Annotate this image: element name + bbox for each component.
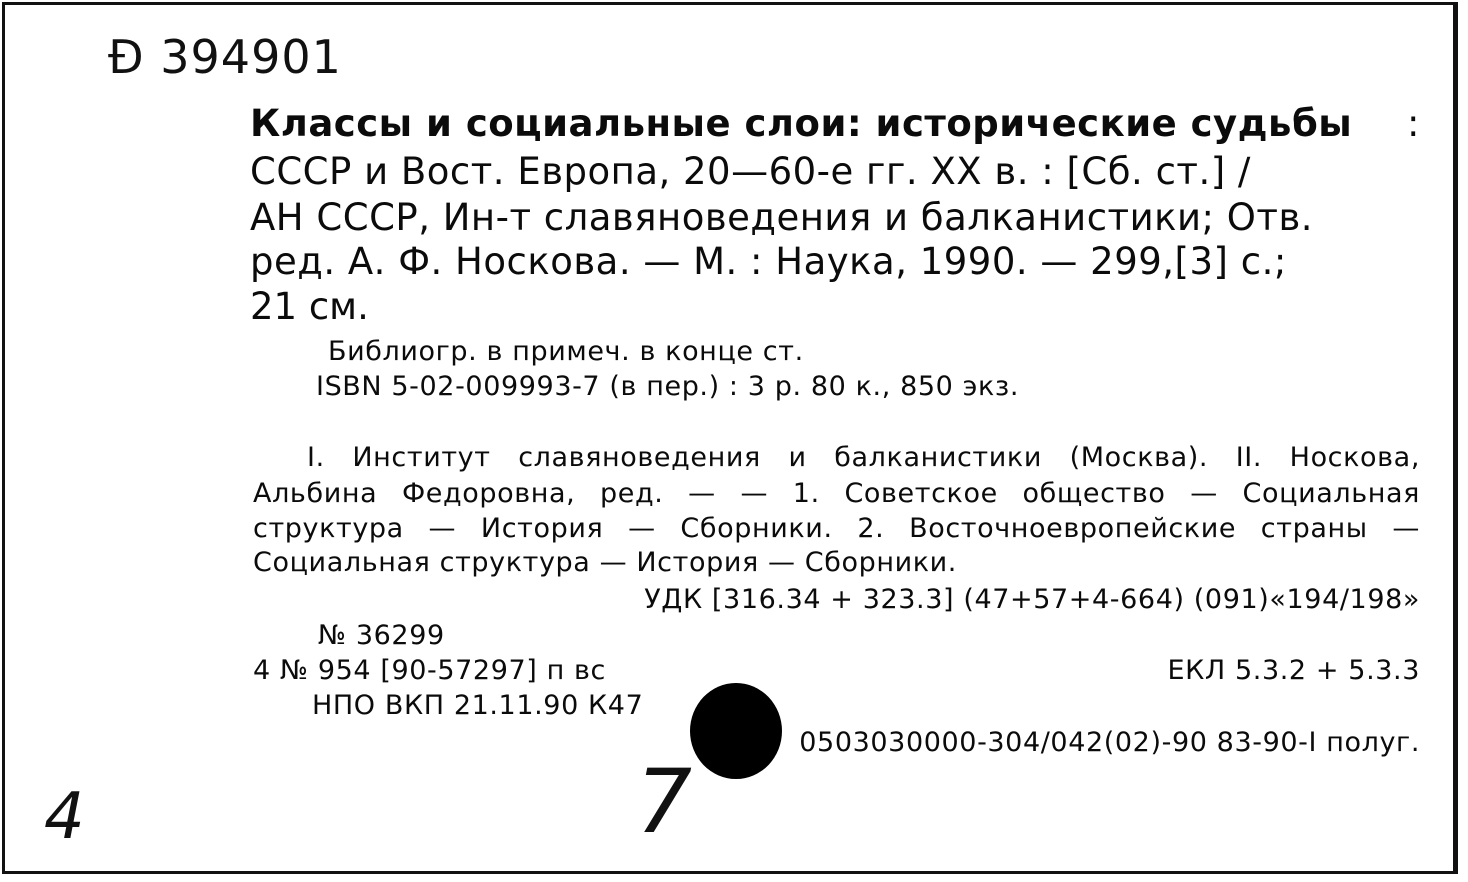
title-line-2 — [250, 150, 1420, 193]
record-number: № 36299 — [318, 620, 445, 651]
title-line-2-text: СССР и Вост. Европа, 20—60-е гг. XX в. : [Сб. ст.] / — [250, 150, 1251, 193]
npo-line: НПО ВКП 21.11.90 К47 — [312, 690, 644, 721]
title-line-3 — [250, 196, 1420, 239]
bibliography-note: Библиогр. в примеч. в конце ст. — [328, 336, 804, 367]
ekl-line: ЕКЛ 5.3.2 + 5.3.3 — [1167, 655, 1420, 686]
punch-hole — [690, 683, 782, 779]
title-text: Классы и социальные слои: исторические судьбы — [250, 102, 1353, 145]
call-number: Ð 394901 — [108, 30, 342, 84]
handwritten-bottom-mark: 7 — [636, 750, 693, 853]
title-separator: : — [1407, 102, 1420, 145]
index-line: 0503030000-304/042(02)-90 83-90-I полуг. — [799, 727, 1420, 758]
subject-line-1: I. Институт славяноведения и балканистики (Москва). II. Носкова, — [307, 442, 1420, 473]
isbn-note: ISBN 5-02-009993-7 (в пер.) : 3 р. 80 к., 850 экз. — [316, 371, 1020, 402]
title-line-1 — [250, 102, 1420, 145]
udk-line: УДК [316.34 + 323.3] (47+57+4-664) (091)«194/198» — [644, 584, 1420, 615]
subject-line-3: структура — История — Сборники. 2. Восточноевропейские страны — — [253, 513, 1420, 544]
handwritten-left-mark: 4 — [44, 780, 86, 854]
title-line-3-text: АН СССР, Ин-т славяноведения и балканистики; Отв. — [250, 196, 1314, 239]
order-line: 4 № 954 [90-57297] п вс — [253, 655, 606, 686]
title-line-5-text: 21 см. — [250, 285, 369, 328]
subject-line-4: Социальная структура — История — Сборники. — [253, 547, 957, 578]
title-line-4-text: ред. А. Ф. Носкова. — М. : Наука, 1990. — 299,[3] с.; — [250, 240, 1287, 283]
title-line-4 — [250, 240, 1420, 283]
subject-line-2: Альбина Федоровна, ред. — — 1. Советское общество — Социальная — [253, 478, 1420, 509]
title-line-5 — [250, 285, 369, 328]
